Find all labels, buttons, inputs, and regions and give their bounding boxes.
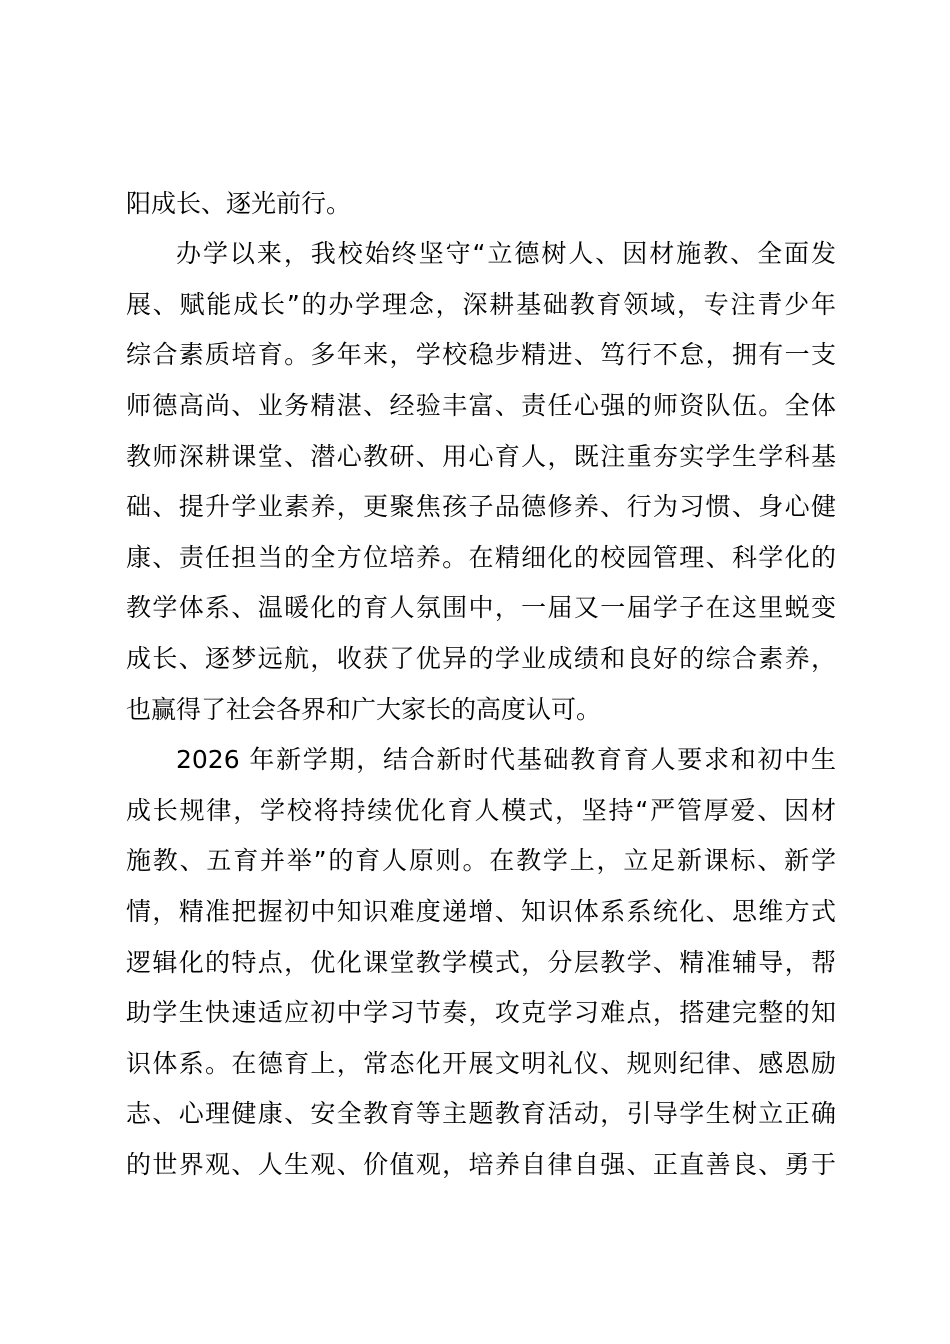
paragraph-3-line-7: 识体系。在德育上，常态化开展文明礼仪、规则纪律、感恩励	[126, 1048, 836, 1078]
paragraph-2-line-8: 教学体系、温暖化的育人氛围中，一届又一届学子在这里蜕变	[126, 593, 836, 623]
paragraph-2-line-9: 成长、逐梦远航，收获了优异的学业成绩和良好的综合素养，	[126, 643, 836, 673]
paragraph-2-line-6: 础、提升学业素养，更聚焦孩子品德修养、行为习惯、身心健	[126, 492, 836, 522]
paragraph-3-line-8: 志、心理健康、安全教育等主题教育活动，引导学生树立正确	[126, 1099, 836, 1129]
paragraph-2-line-2: 展、赋能成长”的办学理念，深耕基础教育领域，专注青少年	[126, 289, 836, 319]
paragraph-3-line-9: 的世界观、人生观、价值观，培养自律自强、正直善良、勇于	[126, 1149, 836, 1179]
paragraph-2-line-10: 也赢得了社会各界和广大家长的高度认可。	[126, 694, 602, 724]
paragraph-2-line-1: 办学以来，我校始终坚守“立德树人、因材施教、全面发	[176, 239, 836, 269]
paragraph-3-line-2: 成长规律，学校将持续优化育人模式，坚持“严管厚爱、因材	[126, 795, 836, 825]
paragraph-2-line-7: 康、责任担当的全方位培养。在精细化的校园管理、科学化的	[126, 542, 836, 572]
paragraph-1-line-1: 阳成长、逐光前行。	[126, 188, 352, 218]
paragraph-2-line-4: 师德高尚、业务精湛、经验丰富、责任心强的师资队伍。全体	[126, 390, 836, 420]
paragraph-3-line-1: 2026 年新学期，结合新时代基础教育育人要求和初中生	[176, 745, 836, 775]
paragraph-3-line-5: 逻辑化的特点，优化课堂教学模式，分层教学、精准辅导，帮	[126, 947, 836, 977]
paragraph-3-line-3: 施教、五育并举”的育人原则。在教学上，立足新课标、新学	[126, 846, 836, 876]
paragraph-3-line-4: 情，精准把握初中知识难度递增、知识体系系统化、思维方式	[126, 896, 836, 926]
paragraph-2-line-3: 综合素质培育。多年来，学校稳步精进、笃行不怠，拥有一支	[126, 340, 836, 370]
document-body	[126, 178, 836, 1190]
paragraph-2-line-5: 教师深耕课堂、潜心教研、用心育人，既注重夯实学生学科基	[126, 441, 836, 471]
paragraph-3-line-6: 助学生快速适应初中学习节奏，攻克学习难点，搭建完整的知	[126, 998, 836, 1028]
